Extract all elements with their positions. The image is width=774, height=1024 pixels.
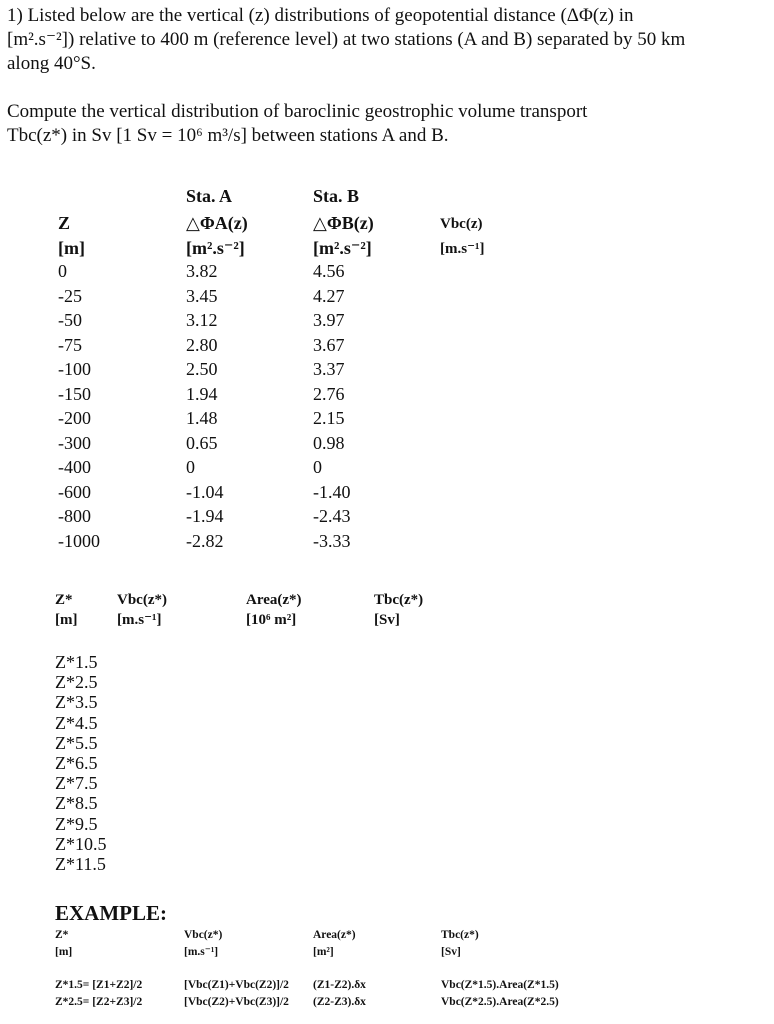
z-unit: [m] [58, 238, 85, 258]
station-b-cell: 4.27 [313, 285, 345, 306]
zstar-row: Z*11.5 [55, 854, 106, 875]
example-h3-unit: [m²] [313, 946, 334, 958]
transport-header: Tbc(z*) [374, 592, 424, 608]
example-h4: Tbc(z*) [441, 929, 479, 941]
vbc-unit: [m.s⁻¹] [440, 241, 485, 257]
zstar-row: Z*3.5 [55, 692, 98, 713]
depth-cell: -50 [58, 310, 82, 330]
zstar-row: Z*1.5 [55, 652, 98, 672]
station-b-cell: 4.56 [313, 261, 345, 281]
problem-line-1: 1) Listed below are the vertical (z) distributions of geopotential distance (ΔΦ(z) in [7, 5, 634, 26]
area-unit: [10⁶ m²] [246, 612, 297, 628]
station-a-cell: 3.12 [186, 310, 218, 330]
depth-cell: 0 [58, 261, 67, 281]
example-title: EXAMPLE: [55, 901, 167, 925]
station-a-cell: 1.48 [186, 408, 218, 428]
example-row1-t: Vbc(Z*1.5).Area(Z*1.5) [441, 979, 559, 991]
depth-cell: -75 [58, 334, 82, 355]
station-a-cell: 2.80 [186, 334, 218, 355]
station-a-cell: -2.82 [186, 530, 224, 551]
station-b-cell: 3.67 [313, 334, 345, 355]
example-h2-unit: [m.s⁻¹] [184, 946, 219, 958]
depth-cell: -800 [58, 506, 91, 526]
depth-cell: -300 [58, 432, 91, 453]
station-b-cell: 3.97 [313, 310, 345, 330]
zstar-row: Z*4.5 [55, 712, 98, 733]
vbc-zstar-header: Vbc(z*) [117, 592, 167, 608]
zstar-row: Z*7.5 [55, 773, 98, 794]
depth-cell: -200 [58, 408, 91, 428]
station-b-column [313, 259, 351, 553]
z-header: Z [58, 213, 71, 233]
station-a-cell: 3.45 [186, 285, 218, 306]
zstar-row: Z*5.5 [55, 732, 98, 753]
example-h2: Vbc(z*) [184, 929, 223, 941]
problem-line-3: along 40°S. [7, 53, 96, 74]
z-column [58, 259, 100, 553]
example-h1: Z* [55, 929, 69, 941]
vbc-header: Vbc(z) [440, 216, 483, 232]
vbc-zstar-unit: [m.s⁻¹] [117, 612, 162, 628]
depth-cell: -1000 [58, 530, 100, 551]
zstar-row: Z*10.5 [55, 833, 107, 854]
station-a-cell: -1.04 [186, 481, 224, 502]
example-row2-v: [Vbc(Z2)+Vbc(Z3)]/2 [184, 996, 289, 1008]
zstar-header: Z* [55, 592, 73, 608]
example-row2-t: Vbc(Z*2.5).Area(Z*2.5) [441, 996, 559, 1008]
station-a-cell: 3.82 [186, 261, 218, 281]
depth-cell: -150 [58, 383, 91, 404]
zstar-row: Z*8.5 [55, 793, 98, 814]
station-b-cell: -3.33 [313, 530, 351, 551]
station-b-title: Sta. B [313, 186, 360, 206]
station-b-cell: 0.98 [313, 432, 345, 453]
example-row1-z: Z*1.5= [Z1+Z2]/2 [55, 979, 143, 991]
station-a-cell: 1.94 [186, 383, 218, 404]
station-b-cell: 2.76 [313, 383, 345, 404]
zstar-row: Z*6.5 [55, 753, 98, 774]
station-a-cell: 0 [186, 457, 195, 477]
depth-cell: -600 [58, 481, 91, 502]
zstar-row: Z*2.5 [55, 672, 98, 693]
example-row2-z: Z*2.5= [Z2+Z3]/2 [55, 996, 143, 1008]
station-b-cell: 3.37 [313, 359, 345, 379]
example-h3: Area(z*) [313, 929, 356, 941]
example-h4-unit: [Sv] [441, 946, 461, 958]
station-a-column [186, 259, 224, 553]
station-a-cell: -1.94 [186, 506, 224, 526]
zstar-row-list [55, 652, 107, 874]
station-b-cell: -2.43 [313, 506, 351, 526]
depth-cell: -100 [58, 359, 91, 379]
station-a-title: Sta. A [186, 186, 233, 206]
a-unit: [m².s⁻²] [186, 238, 245, 258]
example-row2-area: (Z2-Z3).δx [313, 996, 366, 1008]
example-row1-area: (Z1-Z2).δx [313, 979, 366, 991]
depth-cell: -25 [58, 285, 82, 306]
area-header: Area(z*) [246, 592, 302, 608]
problem-line-2: [m².s⁻²]) relative to 400 m (reference level) at two stations (A and B) separated by 50 km [7, 29, 686, 50]
zstar-row: Z*9.5 [55, 813, 98, 834]
delta-phi-b-header: △ΦB(z) [313, 213, 374, 233]
station-b-cell: 0 [313, 457, 322, 477]
zstar-unit: [m] [55, 612, 78, 628]
depth-cell: -400 [58, 457, 91, 477]
example-row1-v: [Vbc(Z1)+Vbc(Z2)]/2 [184, 979, 289, 991]
station-b-cell: 2.15 [313, 408, 345, 428]
station-a-cell: 2.50 [186, 359, 218, 379]
station-b-cell: -1.40 [313, 481, 351, 502]
example-h1-unit: [m] [55, 946, 73, 958]
b-unit: [m².s⁻²] [313, 238, 372, 258]
problem-line-5: Tbc(z*) in Sv [1 Sv = 10⁶ m³/s] between stations A and B. [7, 125, 449, 146]
transport-unit: [Sv] [374, 612, 400, 628]
station-a-cell: 0.65 [186, 432, 218, 453]
delta-phi-a-header: △ΦA(z) [186, 213, 248, 233]
problem-line-4: Compute the vertical distribution of baroclinic geostrophic volume transport [7, 101, 588, 122]
